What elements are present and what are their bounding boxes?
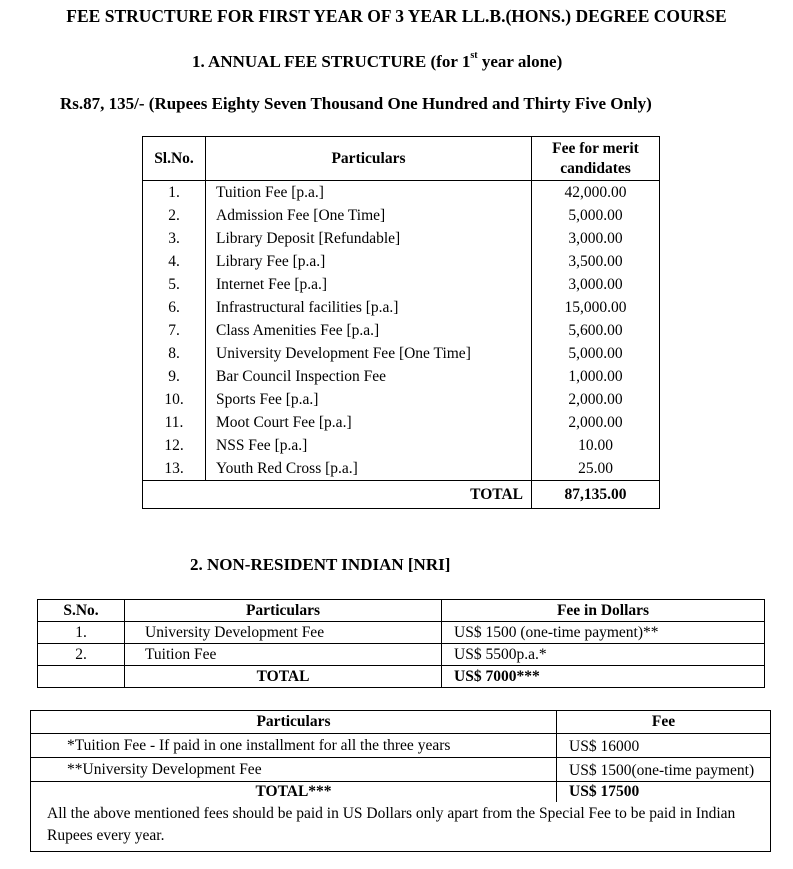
row-fee: 5,000.00 (532, 342, 660, 365)
row-slno: 13. (143, 457, 206, 481)
row-sno: 2. (38, 644, 125, 666)
table-header-row (31, 711, 771, 734)
table-row (38, 644, 765, 666)
row-fee: US$ 1500 (one-time payment)** (442, 622, 765, 644)
nri-lumpsum-rows (31, 734, 771, 782)
annual-fee-rows (143, 181, 660, 481)
row-particulars: Tuition Fee [p.a.] (206, 181, 532, 205)
row-slno: 6. (143, 296, 206, 319)
row-fee: 2,000.00 (532, 411, 660, 434)
row-fee: 25.00 (532, 457, 660, 481)
table-row (143, 388, 660, 411)
table-row (143, 204, 660, 227)
section1-heading-post: year alone) (477, 52, 563, 71)
header-sno: S.No. (38, 600, 125, 622)
section1-heading-sup: st (470, 50, 478, 61)
row-particulars: **University Development Fee (31, 758, 557, 782)
table-total-row (38, 666, 765, 688)
row-particulars: Library Deposit [Refundable] (206, 227, 532, 250)
row-slno: 4. (143, 250, 206, 273)
row-fee: 10.00 (532, 434, 660, 457)
row-sno: 1. (38, 622, 125, 644)
row-fee: 2,000.00 (532, 388, 660, 411)
row-slno: 2. (143, 204, 206, 227)
row-fee: 5,000.00 (532, 204, 660, 227)
row-slno: 11. (143, 411, 206, 434)
row-particulars: *Tuition Fee - If paid in one installment for all the three years (31, 734, 557, 758)
row-particulars: University Development Fee [One Time] (206, 342, 532, 365)
row-slno: 9. (143, 365, 206, 388)
row-fee: 3,500.00 (532, 250, 660, 273)
table-row (143, 434, 660, 457)
total-label: TOTAL (206, 481, 532, 509)
header-fee: Fee for merit candidates (532, 137, 660, 181)
header-particulars: Particulars (31, 711, 557, 734)
table-row (143, 273, 660, 296)
section1-heading (192, 52, 562, 72)
header-fee: Fee (557, 711, 771, 734)
total-blank-cell (38, 666, 125, 688)
row-slno: 8. (143, 342, 206, 365)
row-particulars: NSS Fee [p.a.] (206, 434, 532, 457)
total-label: TOTAL*** (31, 782, 557, 803)
row-slno: 3. (143, 227, 206, 250)
section2-heading: 2. NON-RESIDENT INDIAN [NRI] (190, 555, 451, 574)
row-fee: 3,000.00 (532, 273, 660, 296)
fee-note-row (31, 802, 771, 852)
page-title: FEE STRUCTURE FOR FIRST YEAR OF 3 YEAR LL.B.(HONS.) DEGREE COURSE (66, 6, 727, 26)
row-particulars: University Development Fee (125, 622, 442, 644)
header-particulars: Particulars (125, 600, 442, 622)
total-value: US$ 17500 (557, 782, 771, 803)
row-particulars: Class Amenities Fee [p.a.] (206, 319, 532, 342)
total-blank-cell (143, 481, 206, 509)
table-row (143, 181, 660, 205)
row-fee: 42,000.00 (532, 181, 660, 205)
row-slno: 5. (143, 273, 206, 296)
row-slno: 7. (143, 319, 206, 342)
row-particulars: Sports Fee [p.a.] (206, 388, 532, 411)
table-row (143, 342, 660, 365)
row-fee: 1,000.00 (532, 365, 660, 388)
total-value: US$ 7000*** (442, 666, 765, 688)
table-total-row (143, 481, 660, 509)
row-particulars: Youth Red Cross [p.a.] (206, 457, 532, 481)
row-fee: US$ 1500(one-time payment) (557, 758, 771, 782)
row-particulars: Moot Court Fee [p.a.] (206, 411, 532, 434)
header-slno: Sl.No. (143, 137, 206, 181)
table-row (31, 734, 771, 758)
table-row (143, 365, 660, 388)
row-fee: US$ 16000 (557, 734, 771, 758)
table-row (143, 411, 660, 434)
row-particulars: Tuition Fee (125, 644, 442, 666)
table-row (31, 758, 771, 782)
row-slno: 10. (143, 388, 206, 411)
row-particulars: Internet Fee [p.a.] (206, 273, 532, 296)
table-row (143, 227, 660, 250)
row-fee: 3,000.00 (532, 227, 660, 250)
total-label: TOTAL (125, 666, 442, 688)
annual-fee-table (142, 136, 660, 509)
row-particulars: Bar Council Inspection Fee (206, 365, 532, 388)
nri-lumpsum-table (30, 710, 771, 852)
row-particulars: Library Fee [p.a.] (206, 250, 532, 273)
row-particulars: Infrastructural facilities [p.a.] (206, 296, 532, 319)
table-row (38, 622, 765, 644)
header-particulars: Particulars (206, 137, 532, 181)
nri-fee-table (37, 599, 765, 688)
row-slno: 12. (143, 434, 206, 457)
table-total-row (31, 782, 771, 803)
row-fee: US$ 5500p.a.* (442, 644, 765, 666)
header-fee: Fee in Dollars (442, 600, 765, 622)
table-header-row (38, 600, 765, 622)
row-slno: 1. (143, 181, 206, 205)
nri-fee-rows (38, 622, 765, 666)
table-row (143, 250, 660, 273)
table-row (143, 319, 660, 342)
row-fee: 5,600.00 (532, 319, 660, 342)
fee-note: All the above mentioned fees should be paid in US Dollars only apart from the Special Fee to be paid in Indian Rupees every year. (31, 802, 771, 852)
row-particulars: Admission Fee [One Time] (206, 204, 532, 227)
annual-fee-amount: Rs.87, 135/- (Rupees Eighty Seven Thousand One Hundred and Thirty Five Only) (60, 94, 652, 113)
section1-heading-pre: 1. ANNUAL FEE STRUCTURE (for 1 (192, 52, 471, 71)
table-header-row (143, 137, 660, 181)
row-fee: 15,000.00 (532, 296, 660, 319)
table-row (143, 457, 660, 481)
total-value: 87,135.00 (532, 481, 660, 509)
table-row (143, 296, 660, 319)
